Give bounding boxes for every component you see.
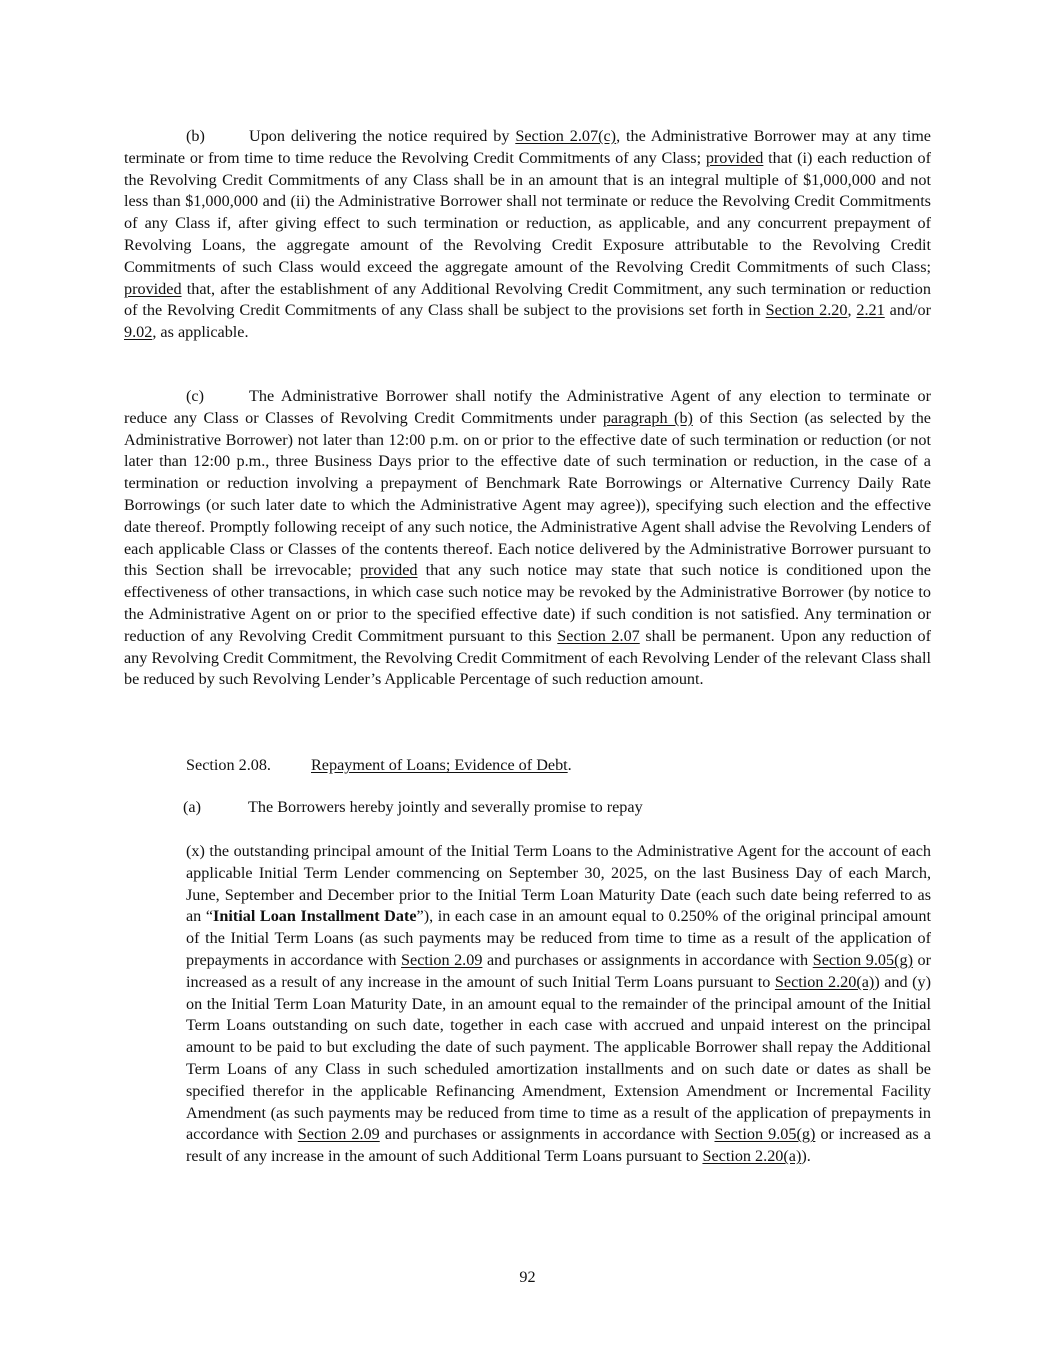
paragraph-a [183, 797, 643, 819]
text-run: that, after the establishment of any Additional Revolving Credit Commitment, any such termination or reduction of the Revolving Credit Commitments of any Class shall be subject to the provisions set forth in [124, 279, 931, 320]
text-run: , the Administrative Borrower may at any time terminate or from time to time reduce the Revolving Credit Commitments of any Class; [124, 127, 931, 167]
paragraph-b-label: (b) [186, 127, 205, 145]
text-run: and/or [884, 301, 931, 320]
section-title: Repayment of Loans; Evidence of Debt [311, 756, 568, 774]
text-run: or increased as a result of any increase in the amount of such Additional Term Loans pursuant to [186, 1125, 931, 1166]
defined-term: Initial Loan Installment Date [213, 907, 417, 926]
cross-reference-link[interactable]: Section 2.20(a) [774, 972, 875, 991]
text-run: ”), in each case in an amount equal to 0.250% of the original principal amount of the Initial Term Loans (as such payments may be reduced from time to time as a result of the application of prepayments in accordance with [186, 907, 931, 969]
cross-reference-link[interactable]: Section 2.09 [297, 1125, 380, 1144]
cross-reference-link[interactable]: Section 2.20(a) [702, 1147, 802, 1166]
text-run: that (i) each reduction of the Revolving Credit Commitments of any Class shall be in an amount that is an integral multiple of $1,000,000 and not less than $1,000,000 and (ii) the Administrative Borrower shall not terminate or reduce the Revolving Credit Commitments of any Class if, after giving effect to such termination or reduction, as applicable, and any concurrent prepayment of Revolving Loans, the aggregate amount of the Revolving Credit Exposure attributable to the Revolving Credit Commitments of such Class would exceed the aggregate amount of the Revolving Credit Commitments of such Class; [124, 148, 931, 276]
cross-reference-link[interactable]: Section 9.05(g) [714, 1125, 816, 1144]
text-run: (x) the outstanding principal amount of the Initial Term Loans to the Administrative Agent for the account of each applicable Initial Term Lender commencing on September 30, 2025, on the last Business Day of each March, June, September and December prior to the Initial Term Loan Maturity Date (each such date being referred to as an “ [186, 842, 931, 926]
paragraph-x [186, 841, 931, 1168]
paragraph-b [124, 126, 931, 344]
cross-reference-link[interactable]: Section 2.09 [401, 950, 483, 969]
cross-reference-link[interactable]: 9.02 [124, 323, 153, 342]
text-run: Upon delivering the notice required by [249, 127, 516, 145]
cross-reference-link[interactable]: Section 2.20 [765, 301, 848, 320]
text-run: ). [801, 1147, 811, 1166]
cross-reference-link[interactable]: 2.21 [856, 301, 885, 320]
section-number: Section 2.08. [186, 756, 271, 774]
text-run: of this Section (as selected by the Administrative Borrower) not later than 12:00 p.m. on or prior to the effective date of such termination or reduction (or not later than 12:00 p.m., three Business Days prior to the effective date of such termination or reduction, in the case of a termination or reduction involving a prepayment of Benchmark Rate Borrowings or Alternative Currency Daily Rate Borrowings (or such later date to which the Administrative Agent may agree)), specifying such election and the effective date thereof. Promptly following receipt of any such notice, the Administrative Agent shall advise the Revolving Lenders of each applicable Class or Classes of the contents thereof. Each notice delivered by the Administrative Borrower pursuant to this Section shall be irrevocable; [124, 408, 931, 580]
provided-term: provided [359, 561, 418, 580]
cross-reference-link[interactable]: Section 2.07(c) [515, 127, 617, 145]
text-run: or increased as a result of any increase in the amount of such Initial Term Loans pursuant to [186, 950, 932, 991]
text-run: , [847, 301, 857, 320]
paragraph-a-label: (a) [183, 798, 201, 816]
text-run: and purchases or assignments in accordance with [379, 1125, 715, 1144]
text-run: The Administrative Borrower shall notify the Administrative Agent of any election to terminate or reduce any Class or Classes of Revolving Credit Commitments under [124, 387, 931, 427]
text-run: , as applicable. [152, 323, 249, 342]
text-run: that any such notice may state that such notice is conditioned upon the effectiveness of other transactions, in which case such notice may be revoked by the Administrative Borrower (by notice to the Administrative Agent on or prior to the specified effective date) if such condition is not satisfied. Any termination or reduction of any Revolving Credit Commitment pursuant to this [124, 561, 931, 645]
text-run: and purchases or assignments in accordance with [482, 950, 813, 969]
paragraph-a-text: The Borrowers hereby jointly and severally promise to repay [248, 798, 643, 816]
text-run: shall be permanent. Upon any reduction of any Revolving Credit Commitment, the Revolving Credit Commitment of each Revolving Lender of the relevant Class shall be reduced by such Revolving Lender’s Applicable Percentage of such reduction amount. [124, 626, 932, 689]
provided-term: provided [124, 279, 182, 298]
section-heading [186, 755, 572, 777]
page-number: 92 [519, 1268, 536, 1286]
section-title-period: . [567, 756, 572, 774]
cross-reference-link[interactable]: Section 2.07 [557, 626, 640, 645]
cross-reference-link[interactable]: paragraph (b) [602, 408, 693, 427]
provided-term: provided [705, 148, 764, 167]
cross-reference-link[interactable]: Section 9.05(g) [812, 950, 913, 969]
paragraph-c-label: (c) [186, 387, 204, 405]
paragraph-c [124, 386, 931, 691]
text-run: ) and (y) on the Initial Term Loan Maturity Date, in an amount equal to the remainder of the principal amount of the Initial Term Loans outstanding on such date, together in each case with accrued and unpaid interest on the principal amount to be paid to but excluding the date of such payment. The applicable Borrower shall repay the Additional Term Loans of any Class in such scheduled amortization installments and on such date or dates as shall be specified therefor in the applicable Refinancing Amendment, Extension Amendment or Incremental Facility Amendment (as such payments may be reduced from time to time as a result of the application of prepayments in accordance with [186, 972, 932, 1144]
